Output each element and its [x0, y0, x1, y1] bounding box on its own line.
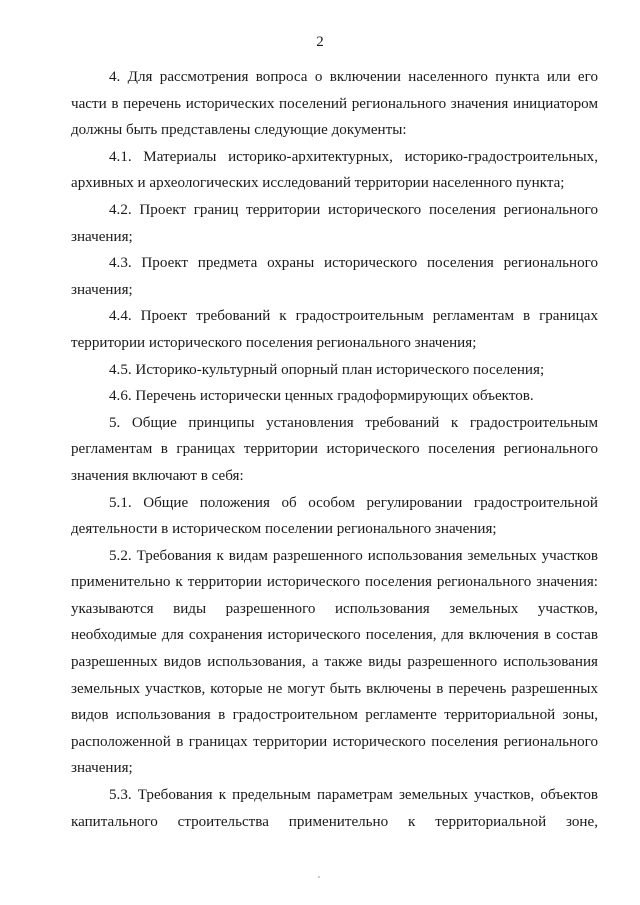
paragraph-4-4: 4.4. Проект требований к градостроительным регламентам в границах территории исторического поселения регионального значения;: [71, 308, 598, 351]
paragraph-4-1: 4.1. Материалы историко-архитектурных, историко-градостроительных, архивных и археологических исследований территории населенного пункта;: [71, 148, 598, 192]
paragraph-4-5: 4.5. Историко-культурный опорный план исторического поселения;: [109, 361, 545, 378]
document-body: [71, 64, 598, 835]
paragraph-4-6: 4.6. Перечень исторически ценных градоформирующих объектов.: [109, 388, 534, 405]
paragraph-4-3: 4.3. Проект предмета охраны исторического поселения регионального значения;: [71, 255, 598, 298]
paragraph-5-1: 5.1. Общие положения об особом регулировании градостроительной деятельности в историческом поселении регионального значения;: [71, 494, 598, 538]
scan-artifact: [318, 876, 320, 878]
page-number: 2: [316, 34, 324, 50]
paragraph-4: 4. Для рассмотрения вопроса о включении населенного пункта или его части в перечень исторических поселений регионального значения инициатором должны быть представлены следующие документы:: [71, 69, 598, 139]
paragraph-4-2: 4.2. Проект границ территории исторического поселения регионального значения;: [71, 201, 598, 245]
paragraph-5-2: 5.2. Требования к видам разрешенного использования земельных участков применительно к территории исторического поселения регионального значения: указываются виды разрешенного использования земельных участков, необходимые для сохранения исторического поселения, для включения в состав разрешенных видов использования, а также виды разрешенного использования земельных участков, которые не могут быть включены в перечень разрешенных видов использования в градостроительном регламенте территориальной зоны, расположенной в границах территории исторического поселения регионального значения;: [71, 547, 598, 777]
paragraph-5-3: 5.3. Требования к предельным параметрам земельных участков, объектов капитального строительства применительно к территориальной зоне,: [71, 787, 598, 830]
paragraph-5: 5. Общие принципы установления требований к градостроительным регламентам в границах территории исторического поселения регионального значения включают в себя:: [71, 414, 598, 484]
